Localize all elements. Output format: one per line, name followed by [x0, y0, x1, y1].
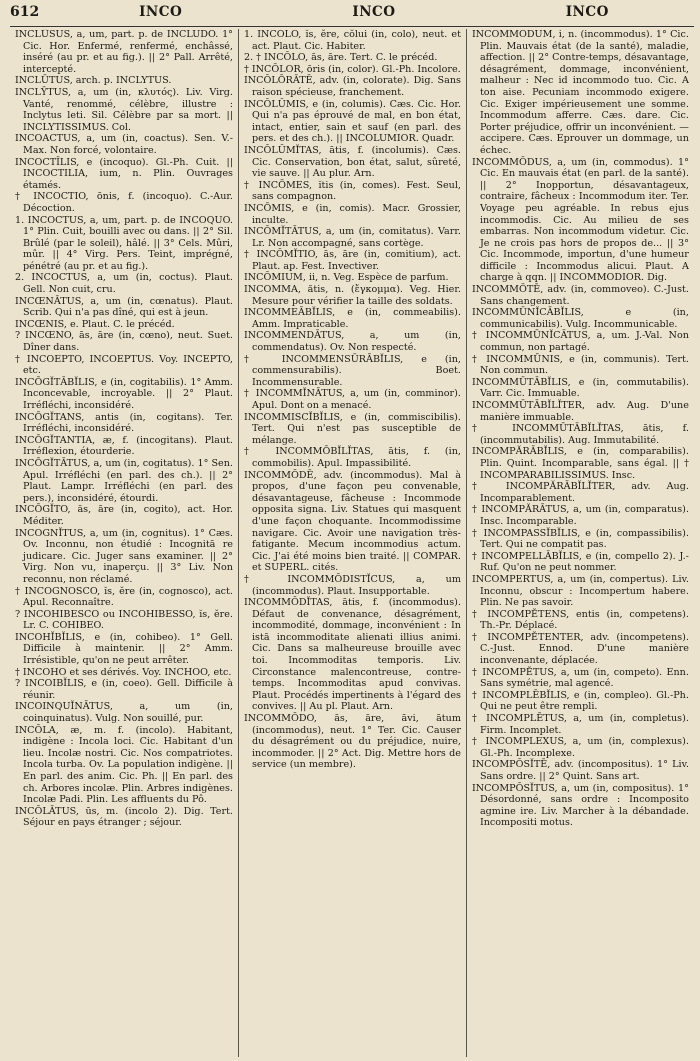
dictionary-entry: INCŎMIUM, ii, n. Veg. Espèce de parfum.	[243, 272, 449, 284]
dictionary-entry: INCŎLŌRĀTĒ, adv. (in, colorate). Dig. Sans raison spécieuse, franchement.	[243, 75, 461, 98]
dictionary-entry: INCOMPŎSĬTĒ, adv. (incompositus). 1° Liv. Sans ordre. || 2° Quint. Sans art.	[471, 759, 689, 782]
dictionary-entry: † INCOMPĂRĀBĬLĬTER, adv. Aug. Incomparablement.	[471, 481, 689, 504]
dictionary-entry: † INCOMMŪNIS, e (in, communis). Tert. Non commun.	[471, 353, 689, 377]
dictionary-entry: INCŌGĬTĀBĬLIS, e (in, cogitabilis). 1° Amm. Inconcevable, incroyable. || 2° Plaut. Irréfléchi, inconsidéré.	[15, 376, 233, 411]
columns	[10, 29, 694, 1057]
dictionary-entry: INCOMMŪTĀBĬLĬTER, adv. Aug. D'une manière immuable.	[471, 400, 689, 423]
dictionary-entry: INCŌGĬTANS, antis (in, cogitans). Ter. Irréfléchi, inconsidéré.	[15, 411, 233, 435]
dictionary-entry: † INCOMPĔTENTER, adv. (incompetens). C.-Just. Ennod. D'une manière inconvenante, déplacée.	[471, 631, 689, 667]
dictionary-entry: INCOMMA, ătis, n. (ἔγκομμα). Veg. Hier. Mesure pour vérifier la taille des soldats.	[243, 284, 461, 307]
dictionary-entry: INCOHĬBĬLIS, e (in, cohibeo). 1° Gell. Difficile à maintenir. || 2° Amm. Irrésistible, qu'on ne peut arrêter.	[15, 631, 233, 667]
dictionary-entry: 2. † INCŎLO, ās, āre. Tert. C. le précéd.	[243, 52, 438, 64]
dictionary-entry: † INCOMMENSŪRĀBĬLIS, e (in, commensurabilis). Boet. Incommensurable.	[243, 353, 461, 388]
dictionary-entry: INCŎLŬMĬTAS, ātis, f. (incolumis). Cæs. Cic. Conservation, bon état, salut, sûreté, vie sauve. || Au plur. Arn.	[243, 144, 461, 180]
dictionary-entry: INCOCTĪLIS, e (incoquo). Gl.-Ph. Cuit. || INCOCTILIA, ium, n. Plin. Ouvrages étamés.	[15, 156, 233, 191]
dictionary-entry: INCŎLĀTUS, ūs, m. (incolo 2). Dig. Tert. Séjour en pays étranger ; séjour.	[15, 805, 233, 829]
dictionary-entry: INCOMMŎDO, ās, āre, āvi, ātum (incommodus), neut. 1° Ter. Cic. Causer du désagrément ou du préjudice, nuire, incommoder. || 2° Act. Dig. Mettre hors de service (un membre).	[243, 713, 461, 771]
dictionary-entry: † INCOMMŎDISTĬCUS, a, um (incommodus). Plaut. Insupportable.	[243, 573, 461, 597]
dictionary-entry: † INCOMPASSĬBĬLIS, e (in, compassibilis). Tert. Qui ne compatit pas.	[471, 527, 689, 551]
dictionary-entry: INCŒNIS, e. Plaut. C. le précéd.	[15, 318, 175, 330]
dictionary-entry: INCOMMŌTĒ, adv. (in, commoveo). C.-Just. Sans changement.	[471, 284, 689, 307]
dictionary-entry: INCOMMŪTĀBĬLIS, e (in, commutabilis). Varr. Cic. Immuable.	[471, 376, 689, 400]
running-head: INCO	[139, 4, 183, 20]
dictionary-entry: INCOACTUS, a, um (in, coactus). Sen. V.-Max. Non forcé, volontaire.	[15, 133, 233, 156]
dictionary-entry: INCOMMŎDUS, a, um (in, commodus). 1° Cic. En mauvais état (en parl. de la santé). || 2° Inopportun, désavantageux, contraire, fâcheux : Incommodum iter. Ter. Voyage peu agréable. In rebus ejus incommodis. Cic. Au milieu de ses embarras. Non incommodum videtur. Cic. Je ne crois pas hors de propos de... || 3° Cic. Incommode, importun, d'une humeur difficile : Incommodus alicui. Plaut. A charge à qqn. || INCOMMODIOR. Dig.	[471, 156, 689, 284]
dictionary-entry: 1. INCŎLO, ĭs, ĕre, cŏlui (in, colo), neut. et act. Plaut. Cic. Habiter.	[243, 29, 461, 52]
dictionary-entry: † INCOMMŪTĀBĬLĬTAS, ātis, f. (incommutabilis). Aug. Immutabilité.	[471, 423, 689, 446]
dictionary-entry: INCLȲTUS, a, um (in, κλυτός). Liv. Virg. Vanté, renommé, célèbre, illustre : Inclytus leti. Sil. Célèbre par sa mort. || INCLYTISSIMUS. Col.	[15, 86, 233, 133]
dictionary-entry: INCOGNĬTUS, a, um (in, cognitus). 1° Cæs. Ov. Inconnu, non étudié : Incognitā re judicare. Cic. Juger sans examiner. || 2° Virg. Non vu, inaperçu. || 3° Liv. Non reconnu, non réclamé.	[15, 527, 233, 585]
dictionary-entry: † INCŌMES, ĭtis (in, comes). Fest. Seul, sans compagnon.	[243, 179, 461, 203]
dictionary-entry: INCLŪSUS, a, um, part. p. de INCLUDO. 1° Cic. Hor. Enfermé, renfermé, enchâssé, inséré (au pr. et au fig.). || 2° Pall. Arrêté, intercepté.	[15, 29, 233, 75]
dictionary-entry: INCŌGĬTO, ās, āre (in, cogito), act. Hor. Méditer.	[15, 504, 233, 527]
dictionary-entry: INCŌMIS, e (in, comis). Macr. Grossier, inculte.	[243, 202, 461, 226]
dictionary-entry: † INCOMMŪNĬCĀTUS, a, um. J.-Val. Non commun, non partagé.	[471, 330, 689, 354]
dictionary-entry: † INCOEPTO, INCOEPTUS. Voy. INCEPTO, etc.	[15, 353, 233, 377]
dictionary-entry: † INCOGNOSCO, ĭs, ĕre (in, cognosco), act. Apul. Reconnaître.	[15, 585, 233, 609]
dictionary-entry: † INCOMMŌBĬLĬTAS, ātis, f. (in, commobilis). Apul. Impassibilité.	[243, 446, 461, 469]
running-head: INCO	[352, 4, 396, 20]
dictionary-entry: INCŌGĬTANTIA, æ, f. (incogitans). Plaut. Irréflexion, étourderie.	[15, 434, 233, 458]
dictionary-entry: † INCOHO et ses dérivés. Voy. INCHOO, etc.	[15, 666, 232, 678]
dictionary-entry: INCŎLA, æ, m. f. (incolo). Habitant, indigène : Incola loci. Cic. Habitant d'un lieu. Incolæ nostri. Cic. Nos compatriotes. Incola turba. Ov. La population indigène. || En parl. des anim. Cic. Ph. || En parl. des ch. Arbores incolæ. Plin. Arbres indigènes. Incolæ Padi. Plin. Les affluents du Pô.	[15, 724, 233, 806]
dictionary-entry: † INCOMPĂRĀTUS, a, um (in, comparatus). Insc. Incomparable.	[471, 504, 689, 527]
column-3	[466, 29, 694, 1057]
dictionary-entry: † INCOMPLĒBĬLIS, e (in, compleo). Gl.-Ph. Qui ne peut être rempli.	[471, 689, 689, 713]
dictionary-entry: 2. INCOCTUS, a, um (in, coctus). Plaut. Gell. Non cuit, cru.	[15, 272, 233, 296]
dictionary-entry: † INCOMMĬNĀTUS, a, um (in, comminor). Apul. Dont on a menacé.	[243, 388, 461, 411]
dictionary-entry: † INCŎMĬTIO, ās, āre (in, comitium), act. Plaut. ap. Fest. Invectiver.	[243, 249, 461, 272]
dictionary-entry: INCŎMĬTĀTUS, a, um (in, comitatus). Varr. Lr. Non accompagné, sans cortège.	[243, 226, 461, 249]
dictionary-entry: † INCOMPĔTENS, entis (in, competens). Th.-Pr. Déplacé.	[471, 608, 689, 632]
dictionary-entry: INCLŪTUS, arch. p. INCLYTUS.	[15, 75, 172, 87]
dictionary-entry: ? INCOIBĬLIS, e (in, coeo). Gell. Difficile à réunir.	[15, 678, 233, 701]
dictionary-entry: INCOMMEĀBĬLIS, e (in, commeabilis). Amm. Impraticable.	[243, 307, 461, 330]
dictionary-entry: † INCOMPELLĀBĬLIS, e (in, compello 2). J.-Ruf. Qu'on ne peut nommer.	[471, 550, 689, 574]
dictionary-entry: † INCOCTIO, ōnis, f. (incoquo). C.-Aur. Décoction.	[15, 191, 233, 214]
dictionary-entry: INCOMMŪNĬCĀBĬLIS, e (in, communicabilis). Vulg. Incommunicable.	[471, 307, 689, 330]
dictionary-entry: † INCŎLOR, ōris (in, color). Gl.-Ph. Incolore.	[243, 63, 461, 75]
dictionary-entry: † INCOMPLEXUS, a, um (in, complexus). Gl.-Ph. Incomplexe.	[471, 736, 689, 759]
dictionary-entry: † INCOMPLĒTUS, a, um (in, completus). Firm. Incomplet.	[471, 713, 689, 736]
dictionary-entry: INCOMPERTUS, a, um (in, compertus). Liv. Inconnu, obscur : Incompertum habere. Plin. Ne pas savoir.	[471, 573, 689, 609]
dictionary-entry: INCOMMŎDĬTAS, ātis, f. (incommodus). Défaut de convenance, désagrément, incommodité, dommage, inconvénient : In istā incommoditate alienati illius animi. Cic. Dans sa malheureuse brouille avec toi. Incommoditas temporis. Liv. Circonstance malencontreuse, contre-temps. Incommoditas apud convivas. Plaut. Procédés impertinents à l'égard des convives. || Au pl. Plaut. Arn.	[243, 597, 461, 713]
running-head: INCO	[565, 4, 609, 20]
dictionary-entry: 1. INCOCTUS, a, um, part. p. de INCOQUO. 1° Plin. Cuit, bouilli avec ou dans. || 2° Sil. Brûlé (par le soleil), hâlé. || 3° Cels. Mûri, mûr. || 4° Virg. Pers. Teint, imprégné, pénétré (au pr. et au fig.).	[15, 214, 233, 272]
dictionary-entry: INCOMMENDĀTUS, a, um (in, commendatus). Ov. Non respecté.	[243, 330, 461, 354]
dictionary-entry: INCOMMŎDĒ, adv. (incommodus). Mal à propos, d'une façon peu convenable, désavantageuse, fâcheuse : Incommode opposita signa. Liv. Statues qui masquent d'une façon choquante. Incommodissime navigare. Cic. Avoir une navigation très-fatigante. Mecum incommodius actum. Cic. J'ai été moins bien traité. || COMPAR. et SUPERL. cités.	[243, 469, 461, 574]
dictionary-entry: INCOMMISCĬBĬLIS, e (in, commiscibilis). Tert. Qui n'est pas susceptible de mélange.	[243, 411, 461, 446]
column-1	[10, 29, 238, 1057]
dictionary-entry: INCŌGĬTĀTUS, a, um (in, cogitatus). 1° Sen. Apul. Irréfléchi (en parl. des ch.). || 2° Plaut. Lampr. Irréfléchi (en parl. des pers.), inconsidéré, étourdi.	[15, 457, 233, 504]
dictionary-entry: † INCOMPĔTUS, a, um (in, competo). Enn. Sans symétrie, mal agencé.	[471, 666, 689, 690]
column-2	[238, 29, 466, 1057]
dictionary-entry: INCOMMŎDUM, i, n. (incommodus). 1° Cic. Plin. Mauvais état (de la santé), maladie, affection. || 2° Contre-temps, désavantage, désagrément, dommage, inconvénient, malheur : Nec id incommodo tuo. Cic. A ton aise. Pecuniam incommodo exigere. Cic. Exiger impérieusement une somme. Incommodum afferre. Cæs. dare. Cic. Porter préjudice, offrir un inconvénient. — accipere. Cæs. Eprouver un dommage, un échec.	[471, 29, 689, 156]
dictionary-entry: INCOMPĂRĀBĬLIS, e (in, comparabilis). Plin. Quint. Incomparable, sans égal. || † INCOMPARABILISSIMUS. Insc.	[471, 446, 689, 481]
dictionary-entry: ? INCOHIBESCO ou INCOHIBESSO, ĭs, ĕre. Lr. C. COHIBEO.	[15, 608, 233, 632]
dictionary-entry: INCŒNĀTUS, a, um (in, cœnatus). Plaut. Scrib. Qui n'a pas dîné, qui est à jeun.	[15, 295, 233, 319]
dictionary-entry: INCŎLŬMIS, e (in, columis). Cæs. Cic. Hor. Qui n'a pas éprouvé de mal, en bon état, intact, entier, sain et sauf (en parl. des pers. et des ch.). || INCOLUMIOR. Quadr.	[243, 98, 461, 145]
dictionary-entry: INCOINQUĬNĀTUS, a, um (in, coinquinatus). Vulg. Non souillé, pur.	[15, 701, 233, 725]
page-header	[10, 4, 694, 27]
page-number: 612	[10, 4, 40, 20]
dictionary-entry: ? INCŒNO, ās, āre (in, cœno), neut. Suet. Dîner dans.	[15, 330, 233, 354]
dictionary-entry: INCOMPŎSĬTUS, a, um (in, compositus). 1° Désordonné, sans ordre : Incomposito agmine ire. Liv. Marcher à la débandade. Incompositi motus.	[471, 782, 689, 829]
